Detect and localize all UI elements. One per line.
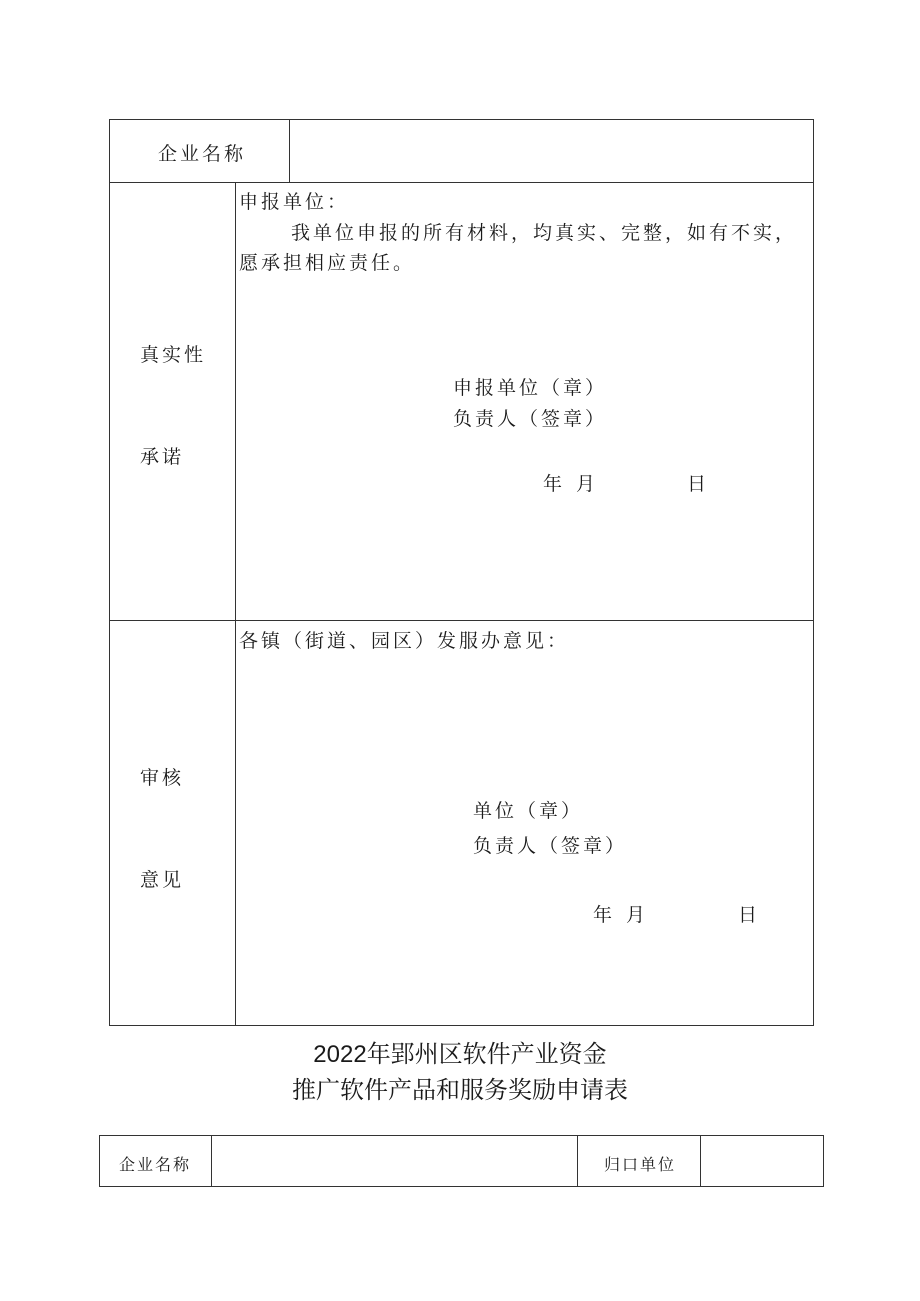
form-title-line1: 2022年郢州区软件产业资金 (313, 1041, 607, 1068)
review-day: 日 (738, 904, 761, 926)
table-divider (109, 182, 814, 183)
company-name-label: 企业名称 (119, 1155, 192, 1174)
review-seal: 单位（章） (473, 800, 584, 822)
table-border-top (99, 1135, 824, 1136)
truth-year: 年 (543, 473, 566, 495)
review-year: 年 (593, 904, 616, 926)
table-border-right (813, 119, 814, 1026)
truth-label-line1: 真实性 (140, 344, 207, 366)
table-border-bottom (109, 1025, 814, 1026)
review-month: 月 (626, 904, 649, 926)
truth-signature: 负责人（签章） (453, 408, 608, 430)
review-heading: 各镇（街道、园区）发服办意见： (239, 630, 570, 652)
review-label-line1: 审核 (140, 767, 185, 789)
review-label-line2: 意见 (140, 869, 185, 891)
table-border-bottom (99, 1186, 824, 1187)
unit-label: 归口单位 (604, 1155, 677, 1174)
table-divider (700, 1135, 701, 1187)
table-border-left (109, 119, 110, 1026)
truth-month: 月 (576, 473, 599, 495)
truth-label-line2: 承诺 (140, 446, 185, 468)
form-title-line2: 推广软件产品和服务奖励申请表 (292, 1077, 628, 1104)
truth-day: 日 (687, 473, 710, 495)
table-divider (235, 182, 236, 1026)
table-border-left (99, 1135, 100, 1187)
table-divider (577, 1135, 578, 1187)
truth-statement-line1: 我单位申报的所有材料，均真实、完整，如有不实， (291, 222, 798, 244)
table-divider (289, 119, 290, 183)
company-name-label: 企业名称 (158, 143, 247, 165)
table-divider (109, 620, 814, 621)
review-signature: 负责人（签章） (473, 835, 628, 857)
truth-heading: 申报单位： (239, 191, 350, 213)
truth-statement-line2: 愿承担相应责任。 (239, 252, 416, 274)
table-border-right (823, 1135, 824, 1187)
truth-seal: 申报单位（章） (453, 377, 608, 399)
table-divider (211, 1135, 212, 1187)
table-border-top (109, 119, 814, 120)
